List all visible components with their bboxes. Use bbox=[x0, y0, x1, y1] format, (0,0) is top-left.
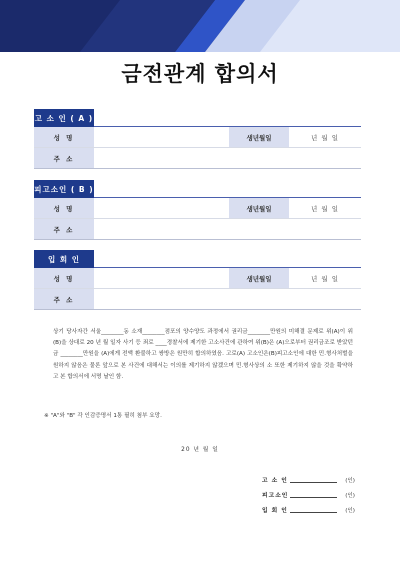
birthdate-label: 생년월일 bbox=[229, 127, 289, 147]
address-label: 주 소 bbox=[34, 148, 94, 168]
section-witness bbox=[34, 250, 361, 310]
section-label: 피고소인 ( B ) bbox=[34, 180, 94, 198]
name-label: 성 명 bbox=[34, 127, 94, 147]
section-label: 입 회 인 bbox=[34, 250, 94, 268]
name-row bbox=[34, 127, 361, 148]
signature-line[interactable] bbox=[290, 482, 337, 483]
section-label: 고 소 인 ( A ) bbox=[34, 109, 94, 127]
signing-date: 20 년 월 일 bbox=[181, 447, 219, 453]
seal-mark: (인) bbox=[345, 507, 355, 514]
name-field[interactable] bbox=[94, 198, 229, 218]
address-field[interactable] bbox=[94, 219, 361, 239]
section-header bbox=[34, 109, 361, 127]
address-field[interactable] bbox=[94, 148, 361, 168]
signature-label: 피고소인 bbox=[262, 493, 289, 499]
document-title: 금전관계 합의서 bbox=[121, 62, 279, 86]
signature-label: 입 회 인 bbox=[262, 508, 288, 514]
signature-block bbox=[262, 472, 355, 517]
name-field[interactable] bbox=[94, 268, 229, 288]
address-label: 주 소 bbox=[34, 219, 94, 239]
address-row bbox=[34, 148, 361, 169]
birthdate-label: 생년월일 bbox=[229, 268, 289, 288]
attachment-note: ※ "A"와 "B" 각 인감증명서 1통 필히 첨부 요망. bbox=[44, 413, 162, 419]
signature-line[interactable] bbox=[290, 497, 337, 498]
birthdate-label: 생년월일 bbox=[229, 198, 289, 218]
signature-label: 고 소 인 bbox=[262, 478, 288, 484]
seal-mark: (인) bbox=[345, 492, 355, 499]
header-banner bbox=[0, 0, 400, 52]
signature-line[interactable] bbox=[290, 512, 337, 513]
birthdate-field[interactable]: 년 월 일 bbox=[311, 274, 339, 283]
name-row bbox=[34, 198, 361, 219]
address-label: 주 소 bbox=[34, 289, 94, 309]
signature-row-plaintiff bbox=[262, 472, 355, 487]
name-label: 성 명 bbox=[34, 198, 94, 218]
agreement-body: 상기 당사자간 서울________동 소재________점포의 양수양도 과정에서 권리금________만원의 미해결 문제로 위(A)이 위(B)을 상대로 20 년 월 일자 사기 등 죄로 ____경찰서에 제기한 고소사건에 관하여 위(B)은 (A)으로부터 권리금조로 받았던 금 ________만원을 (A)에게 전액 환불하고 쌍방은 원만히 합의하였음. 고로(A) 고소인은(B)피고소인에 대한 민.형사처벌을 원하지 않음은 물론 앞으로 본 사건에 대해서는 이의를 제기하지 않겠으며 민.형사상의 소 또한 제기하지 않을 것을 확약하고 본 합의서에 서명 날인 함. bbox=[53, 329, 353, 380]
section-header bbox=[34, 250, 361, 268]
address-row bbox=[34, 219, 361, 240]
address-row bbox=[34, 289, 361, 310]
section-defendant bbox=[34, 180, 361, 240]
birthdate-field[interactable]: 년 월 일 bbox=[311, 204, 339, 213]
address-field[interactable] bbox=[94, 289, 361, 309]
seal-mark: (인) bbox=[345, 477, 355, 484]
name-field[interactable] bbox=[94, 127, 229, 147]
section-header bbox=[34, 180, 361, 198]
signature-row-defendant bbox=[262, 487, 355, 502]
name-row bbox=[34, 268, 361, 289]
birthdate-field[interactable]: 년 월 일 bbox=[311, 133, 339, 142]
name-label: 성 명 bbox=[34, 268, 94, 288]
signature-row-witness bbox=[262, 502, 355, 517]
section-plaintiff bbox=[34, 109, 361, 169]
